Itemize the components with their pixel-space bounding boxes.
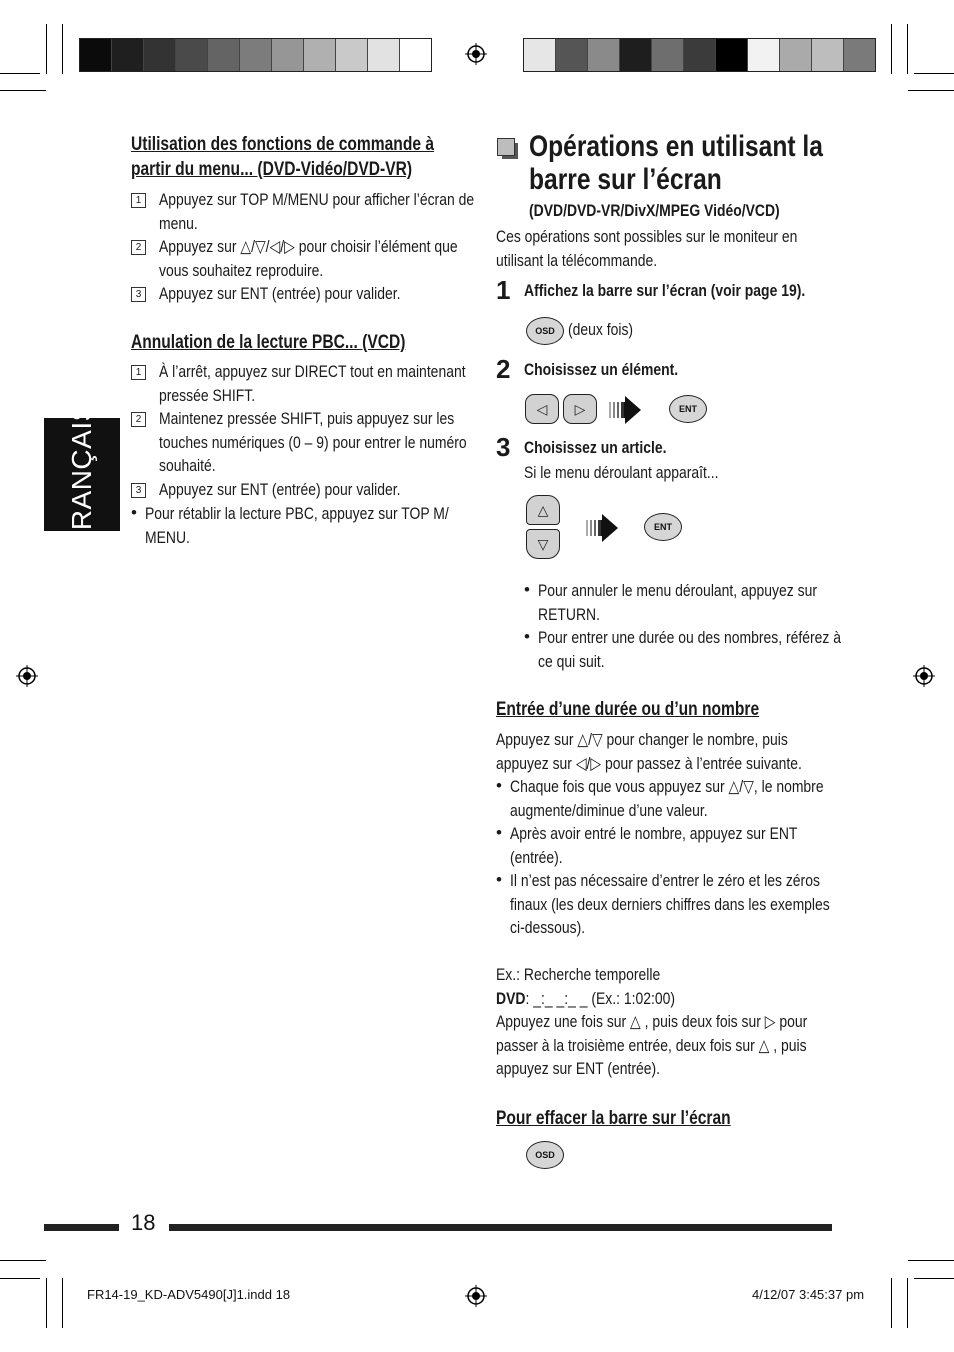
color-swatch: [240, 39, 272, 71]
bullet-dot: •: [524, 580, 530, 599]
title-marker-icon: [497, 138, 515, 156]
color-swatch: [588, 39, 620, 71]
example-value: : _:_ _:_ _ (Ex.: 1:02:00): [525, 988, 676, 1008]
color-swatch: [176, 39, 208, 71]
bullet-text: Chaque fois que vous appuyez sur △/▽, le nombre augmente/diminue d’une valeur.: [510, 777, 824, 820]
color-swatch: [652, 39, 684, 71]
section-subtitle: (DVD/DVD-VR/DivX/MPEG Vidéo/VCD): [529, 201, 780, 220]
example-block: Ex.: Recherche temporelle DVD: _:_ _:_ _ (Ex.: 1:02:00) Appuyez une fois sur △ , puis deux fois sur ▷ pour passer à la troisième entrée, deux fois sur △ , puis appuyez sur ENT (entrée).: [496, 965, 808, 1078]
color-swatch: [80, 39, 112, 71]
step-text: Maintenez pressée SHIFT, puis appuyez sur les touches numériques (0 – 9) pour entrer le numéro souhaité.: [159, 409, 467, 475]
footer-timestamp: 4/12/07 3:45:37 pm: [752, 1287, 865, 1302]
step-text: Choisissez un article.: [524, 438, 667, 457]
color-swatch: [620, 39, 652, 71]
bullet-dot: •: [496, 870, 502, 889]
example-label: DVD: [496, 988, 526, 1008]
step-number: 1: [131, 193, 146, 208]
section-heading-pbc: Annulation de la lecture PBC... (VCD): [131, 332, 406, 353]
crop-mark: [914, 1278, 954, 1279]
color-swatch: [716, 39, 748, 71]
color-swatch: [400, 39, 431, 71]
crop-mark: [0, 1278, 40, 1279]
step-text: Choisissez un élément.: [524, 360, 679, 379]
crop-mark: [908, 1260, 954, 1261]
up-arrow-button: △: [526, 495, 560, 525]
bullet-text: Il n’est pas nécessaire d’entrer le zéro et les zéros finaux (les deux derniers chiffres dans les exemples ci-dessous).: [510, 871, 830, 937]
color-swatch: [112, 39, 144, 71]
entry-text: Appuyez sur △/▽ pour changer le nombre, puis appuyez sur ◁/▷ pour passez à l’entrée suivante.: [496, 730, 802, 773]
right-arrow-button: ▷: [563, 394, 597, 424]
crop-mark: [46, 1278, 47, 1328]
step-subtext: Si le menu déroulant apparaît...: [524, 463, 719, 482]
down-arrow-button: ▽: [526, 529, 560, 559]
color-swatch: [556, 39, 588, 71]
page-number: 18: [131, 1210, 156, 1235]
crop-mark: [0, 90, 46, 91]
crop-mark: [907, 1278, 908, 1328]
step-text: Appuyez sur △/▽/◁/▷ pour choisir l’élément que vous souhaitez reproduire.: [159, 237, 458, 280]
bullet-dot: •: [496, 823, 502, 842]
registration-mark-icon: [465, 43, 487, 65]
arrow-right-icon: [584, 510, 620, 546]
bullet-text: Pour annuler le menu déroulant, appuyez sur RETURN.: [538, 581, 817, 624]
color-swatch: [336, 39, 368, 71]
bullet-dot: •: [496, 776, 502, 795]
crop-mark: [62, 24, 63, 74]
step-note: (deux fois): [568, 320, 634, 339]
crop-mark: [914, 73, 954, 74]
color-swatch: [368, 39, 400, 71]
step-text: À l’arrêt, appuyez sur DIRECT tout en maintenant pressée SHIFT.: [159, 362, 466, 405]
step-number: 1: [496, 275, 511, 305]
step-number: 3: [131, 483, 146, 498]
color-swatch: [144, 39, 176, 71]
color-swatch: [748, 39, 780, 71]
crop-mark: [62, 1278, 63, 1328]
step-text: Appuyez sur ENT (entrée) pour valider.: [159, 284, 401, 303]
step-number: 3: [131, 287, 146, 302]
step-text: Affichez la barre sur l’écran (voir page 19).: [524, 281, 806, 300]
crop-mark: [0, 73, 40, 74]
step-text: Appuyez sur TOP M/MENU pour afficher l’écran de menu.: [159, 190, 475, 233]
bullet-text: Pour entrer une durée ou des nombres, référez à ce qui suit.: [538, 628, 841, 671]
ent-button: ENT: [644, 513, 682, 541]
color-swatch: [272, 39, 304, 71]
step-text: Appuyez sur ENT (entrée) pour valider.: [159, 480, 401, 499]
osd-button: OSD: [526, 317, 564, 345]
color-swatch: [812, 39, 844, 71]
color-swatch: [780, 39, 812, 71]
bullet-text: Après avoir entré le nombre, appuyez sur ENT (entrée).: [510, 824, 798, 867]
section-heading-clear: Pour effacer la barre sur l’écran: [496, 1108, 731, 1129]
step-number: 2: [131, 240, 146, 255]
bullet-dot: •: [131, 503, 137, 522]
step-number: 2: [131, 412, 146, 427]
section-title: Opérations en utilisant la barre sur l’écran: [529, 130, 823, 196]
section-heading-entry: Entrée d’une durée ou d’un nombre: [496, 699, 760, 720]
color-swatch: [684, 39, 716, 71]
footer-rule-right: [169, 1224, 832, 1231]
crop-mark: [907, 24, 908, 74]
color-swatch: [304, 39, 336, 71]
ent-button: ENT: [669, 395, 707, 423]
color-swatch: [844, 39, 875, 71]
arrow-right-icon: [607, 392, 643, 428]
intro-text: Ces opérations sont possibles sur le moniteur en utilisant la télécommande.: [496, 227, 798, 270]
crop-mark: [908, 90, 954, 91]
osd-button: OSD: [526, 1141, 564, 1169]
color-swatch: [524, 39, 556, 71]
crop-mark: [0, 1260, 46, 1261]
registration-mark-icon: [465, 1285, 487, 1307]
registration-mark-icon: [16, 665, 38, 687]
footer-rule-left: [44, 1224, 119, 1231]
crop-mark: [891, 1278, 892, 1328]
step-number: 2: [496, 354, 511, 384]
footer-filename: FR14-19_KD-ADV5490[J]1.indd 18: [87, 1287, 291, 1302]
color-swatch: [208, 39, 240, 71]
color-bar-right: [523, 38, 876, 72]
section-heading-menu: Utilisation des fonctions de commande à partir du menu... (DVD-Vidéo/DVD-VR): [131, 134, 435, 180]
crop-mark: [891, 24, 892, 74]
registration-mark-icon: [913, 665, 935, 687]
color-bar-left: [79, 38, 432, 72]
language-tab-label: FRANÇAIS: [66, 401, 98, 548]
step-number: 1: [131, 365, 146, 380]
bullet-text: Pour rétablir la lecture PBC, appuyez sur TOP M/ MENU.: [145, 504, 449, 547]
bullet-dot: •: [524, 627, 530, 646]
step-number: 3: [496, 432, 511, 462]
left-arrow-button: ◁: [525, 394, 559, 424]
crop-mark: [46, 24, 47, 74]
